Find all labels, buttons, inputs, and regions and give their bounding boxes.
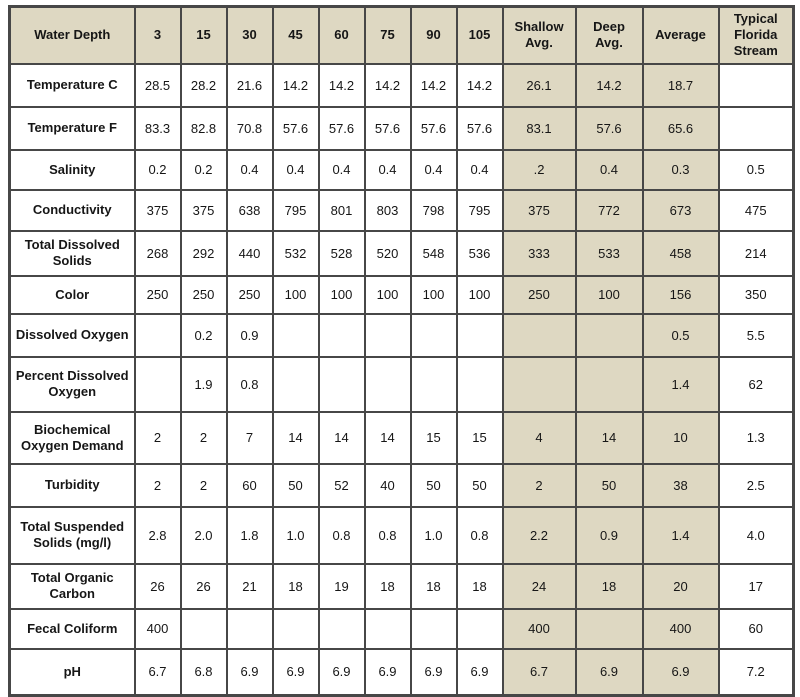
data-cell-temperature-c-deep-avg: 14.2: [576, 64, 643, 107]
data-cell-total-dissolved-solids-75: 520: [365, 231, 411, 276]
data-cell-total-organic-carbon-45: 18: [273, 564, 319, 609]
data-cell-dissolved-oxygen-60: [319, 314, 365, 357]
table-row-total-dissolved-solids: [10, 231, 794, 276]
table-row-total-suspended-solids-mg-l: [10, 507, 794, 564]
data-cell-fecal-coliform-15: [181, 609, 227, 649]
table-row-dissolved-oxygen: [10, 314, 794, 357]
data-cell-temperature-f-deep-avg: 57.6: [576, 107, 643, 150]
data-cell-ph-90: 6.9: [411, 649, 457, 696]
data-cell-dissolved-oxygen-90: [411, 314, 457, 357]
data-cell-biochemical-oxygen-demand-15: 2: [181, 412, 227, 464]
data-cell-conductivity-105: 795: [457, 190, 503, 231]
data-cell-turbidity-60: 52: [319, 464, 365, 507]
data-cell-color-deep-avg: 100: [576, 276, 643, 314]
table-row-fecal-coliform: [10, 609, 794, 649]
data-cell-total-organic-carbon-90: 18: [411, 564, 457, 609]
data-cell-total-suspended-solids-mg-l-45: 1.0: [273, 507, 319, 564]
data-cell-conductivity-average: 673: [643, 190, 719, 231]
data-cell-biochemical-oxygen-demand-30: 7: [227, 412, 273, 464]
data-cell-total-organic-carbon-105: 18: [457, 564, 503, 609]
data-cell-color-typical-florida-stream: 350: [719, 276, 794, 314]
row-label-temperature-c: Temperature C: [10, 64, 135, 107]
data-cell-ph-45: 6.9: [273, 649, 319, 696]
data-cell-total-dissolved-solids-30: 440: [227, 231, 273, 276]
table-row-temperature-c: [10, 64, 794, 107]
data-cell-turbidity-average: 38: [643, 464, 719, 507]
data-cell-temperature-c-15: 28.2: [181, 64, 227, 107]
data-cell-temperature-c-60: 14.2: [319, 64, 365, 107]
data-cell-temperature-f-75: 57.6: [365, 107, 411, 150]
table-row-turbidity: [10, 464, 794, 507]
row-label-dissolved-oxygen: Dissolved Oxygen: [10, 314, 135, 357]
data-cell-temperature-c-3: 28.5: [135, 64, 181, 107]
data-cell-salinity-3: 0.2: [135, 150, 181, 190]
header-cell-water-depth: Water Depth: [10, 7, 135, 64]
data-cell-color-75: 100: [365, 276, 411, 314]
header-cell-60: 60: [319, 7, 365, 64]
data-cell-biochemical-oxygen-demand-deep-avg: 14: [576, 412, 643, 464]
data-cell-temperature-c-30: 21.6: [227, 64, 273, 107]
data-cell-turbidity-15: 2: [181, 464, 227, 507]
data-cell-conductivity-15: 375: [181, 190, 227, 231]
data-cell-percent-dissolved-oxygen-average: 1.4: [643, 357, 719, 412]
data-cell-ph-60: 6.9: [319, 649, 365, 696]
data-cell-ph-shallow-avg: 6.7: [503, 649, 576, 696]
data-cell-turbidity-typical-florida-stream: 2.5: [719, 464, 794, 507]
data-cell-salinity-90: 0.4: [411, 150, 457, 190]
row-label-biochemical-oxygen-demand: Biochemical Oxygen Demand: [10, 412, 135, 464]
table-row-conductivity: [10, 190, 794, 231]
data-cell-turbidity-30: 60: [227, 464, 273, 507]
data-cell-fecal-coliform-shallow-avg: 400: [503, 609, 576, 649]
data-cell-turbidity-90: 50: [411, 464, 457, 507]
row-label-temperature-f: Temperature F: [10, 107, 135, 150]
data-cell-conductivity-60: 801: [319, 190, 365, 231]
data-cell-ph-average: 6.9: [643, 649, 719, 696]
data-cell-turbidity-75: 40: [365, 464, 411, 507]
data-cell-ph-15: 6.8: [181, 649, 227, 696]
data-cell-color-30: 250: [227, 276, 273, 314]
data-cell-total-organic-carbon-60: 19: [319, 564, 365, 609]
data-cell-temperature-f-45: 57.6: [273, 107, 319, 150]
data-cell-percent-dissolved-oxygen-90: [411, 357, 457, 412]
data-cell-ph-30: 6.9: [227, 649, 273, 696]
data-cell-salinity-deep-avg: 0.4: [576, 150, 643, 190]
data-cell-total-dissolved-solids-deep-avg: 533: [576, 231, 643, 276]
data-cell-fecal-coliform-30: [227, 609, 273, 649]
data-cell-percent-dissolved-oxygen-typical-florida-stream: 62: [719, 357, 794, 412]
table-row-percent-dissolved-oxygen: [10, 357, 794, 412]
data-cell-fecal-coliform-60: [319, 609, 365, 649]
table-row-salinity: [10, 150, 794, 190]
data-cell-total-suspended-solids-mg-l-average: 1.4: [643, 507, 719, 564]
data-cell-turbidity-3: 2: [135, 464, 181, 507]
data-cell-percent-dissolved-oxygen-shallow-avg: [503, 357, 576, 412]
data-cell-fecal-coliform-3: 400: [135, 609, 181, 649]
data-cell-fecal-coliform-105: [457, 609, 503, 649]
data-cell-dissolved-oxygen-105: [457, 314, 503, 357]
data-cell-salinity-45: 0.4: [273, 150, 319, 190]
data-cell-temperature-f-60: 57.6: [319, 107, 365, 150]
data-cell-fecal-coliform-average: 400: [643, 609, 719, 649]
data-cell-total-suspended-solids-mg-l-3: 2.8: [135, 507, 181, 564]
data-cell-fecal-coliform-deep-avg: [576, 609, 643, 649]
data-cell-temperature-f-typical-florida-stream: [719, 107, 794, 150]
data-cell-total-dissolved-solids-3: 268: [135, 231, 181, 276]
table-row-total-organic-carbon: [10, 564, 794, 609]
data-cell-conductivity-typical-florida-stream: 475: [719, 190, 794, 231]
data-cell-total-dissolved-solids-90: 548: [411, 231, 457, 276]
data-cell-fecal-coliform-typical-florida-stream: 60: [719, 609, 794, 649]
data-cell-biochemical-oxygen-demand-75: 14: [365, 412, 411, 464]
water-quality-table: [8, 5, 795, 697]
data-cell-total-organic-carbon-average: 20: [643, 564, 719, 609]
row-label-fecal-coliform: Fecal Coliform: [10, 609, 135, 649]
data-cell-percent-dissolved-oxygen-3: [135, 357, 181, 412]
header-cell-45: 45: [273, 7, 319, 64]
data-cell-total-organic-carbon-typical-florida-stream: 17: [719, 564, 794, 609]
data-cell-total-dissolved-solids-average: 458: [643, 231, 719, 276]
data-cell-total-suspended-solids-mg-l-15: 2.0: [181, 507, 227, 564]
data-cell-turbidity-deep-avg: 50: [576, 464, 643, 507]
data-cell-color-90: 100: [411, 276, 457, 314]
data-cell-turbidity-105: 50: [457, 464, 503, 507]
data-cell-total-suspended-solids-mg-l-90: 1.0: [411, 507, 457, 564]
data-cell-conductivity-deep-avg: 772: [576, 190, 643, 231]
data-cell-total-suspended-solids-mg-l-shallow-avg: 2.2: [503, 507, 576, 564]
table-row-biochemical-oxygen-demand: [10, 412, 794, 464]
data-cell-percent-dissolved-oxygen-deep-avg: [576, 357, 643, 412]
data-cell-salinity-average: 0.3: [643, 150, 719, 190]
row-label-color: Color: [10, 276, 135, 314]
data-cell-conductivity-shallow-avg: 375: [503, 190, 576, 231]
data-cell-color-15: 250: [181, 276, 227, 314]
table-row-color: [10, 276, 794, 314]
data-cell-temperature-f-average: 65.6: [643, 107, 719, 150]
data-cell-temperature-f-105: 57.6: [457, 107, 503, 150]
header-cell-75: 75: [365, 7, 411, 64]
data-cell-temperature-f-shallow-avg: 83.1: [503, 107, 576, 150]
data-cell-total-dissolved-solids-45: 532: [273, 231, 319, 276]
data-cell-biochemical-oxygen-demand-average: 10: [643, 412, 719, 464]
header-cell-105: 105: [457, 7, 503, 64]
data-cell-temperature-c-105: 14.2: [457, 64, 503, 107]
data-cell-fecal-coliform-75: [365, 609, 411, 649]
data-cell-conductivity-90: 798: [411, 190, 457, 231]
data-cell-temperature-c-typical-florida-stream: [719, 64, 794, 107]
data-cell-total-suspended-solids-mg-l-75: 0.8: [365, 507, 411, 564]
data-cell-ph-75: 6.9: [365, 649, 411, 696]
data-cell-percent-dissolved-oxygen-30: 0.8: [227, 357, 273, 412]
data-cell-dissolved-oxygen-shallow-avg: [503, 314, 576, 357]
data-cell-total-organic-carbon-75: 18: [365, 564, 411, 609]
data-cell-total-suspended-solids-mg-l-30: 1.8: [227, 507, 273, 564]
row-label-ph: pH: [10, 649, 135, 696]
row-label-total-suspended-solids-mg-l: Total Suspended Solids (mg/l): [10, 507, 135, 564]
row-label-total-dissolved-solids: Total Dissolved Solids: [10, 231, 135, 276]
data-cell-total-dissolved-solids-shallow-avg: 333: [503, 231, 576, 276]
data-cell-salinity-60: 0.4: [319, 150, 365, 190]
header-cell-shallow-avg: Shallow Avg.: [503, 7, 576, 64]
header-cell-15: 15: [181, 7, 227, 64]
data-cell-conductivity-75: 803: [365, 190, 411, 231]
data-cell-conductivity-3: 375: [135, 190, 181, 231]
data-cell-total-organic-carbon-3: 26: [135, 564, 181, 609]
data-cell-color-3: 250: [135, 276, 181, 314]
header-cell-average: Average: [643, 7, 719, 64]
table-row-temperature-f: [10, 107, 794, 150]
data-cell-dissolved-oxygen-75: [365, 314, 411, 357]
data-cell-biochemical-oxygen-demand-90: 15: [411, 412, 457, 464]
data-cell-total-suspended-solids-mg-l-deep-avg: 0.9: [576, 507, 643, 564]
row-label-salinity: Salinity: [10, 150, 135, 190]
data-cell-temperature-c-shallow-avg: 26.1: [503, 64, 576, 107]
data-cell-total-organic-carbon-deep-avg: 18: [576, 564, 643, 609]
data-cell-turbidity-45: 50: [273, 464, 319, 507]
data-cell-biochemical-oxygen-demand-60: 14: [319, 412, 365, 464]
data-cell-biochemical-oxygen-demand-105: 15: [457, 412, 503, 464]
row-label-total-organic-carbon: Total Organic Carbon: [10, 564, 135, 609]
data-cell-biochemical-oxygen-demand-45: 14: [273, 412, 319, 464]
header-cell-3: 3: [135, 7, 181, 64]
data-cell-total-suspended-solids-mg-l-60: 0.8: [319, 507, 365, 564]
table-body: [10, 64, 794, 696]
data-cell-color-60: 100: [319, 276, 365, 314]
data-cell-color-average: 156: [643, 276, 719, 314]
data-cell-biochemical-oxygen-demand-3: 2: [135, 412, 181, 464]
data-cell-percent-dissolved-oxygen-60: [319, 357, 365, 412]
data-cell-dissolved-oxygen-15: 0.2: [181, 314, 227, 357]
data-cell-ph-105: 6.9: [457, 649, 503, 696]
data-cell-temperature-c-75: 14.2: [365, 64, 411, 107]
data-cell-dissolved-oxygen-45: [273, 314, 319, 357]
data-cell-color-shallow-avg: 250: [503, 276, 576, 314]
data-cell-dissolved-oxygen-deep-avg: [576, 314, 643, 357]
data-cell-turbidity-shallow-avg: 2: [503, 464, 576, 507]
data-cell-ph-3: 6.7: [135, 649, 181, 696]
data-cell-ph-deep-avg: 6.9: [576, 649, 643, 696]
row-label-percent-dissolved-oxygen: Percent Dissolved Oxygen: [10, 357, 135, 412]
row-label-conductivity: Conductivity: [10, 190, 135, 231]
row-label-turbidity: Turbidity: [10, 464, 135, 507]
data-cell-total-dissolved-solids-60: 528: [319, 231, 365, 276]
data-cell-total-suspended-solids-mg-l-105: 0.8: [457, 507, 503, 564]
data-cell-biochemical-oxygen-demand-typical-florida-stream: 1.3: [719, 412, 794, 464]
data-cell-salinity-shallow-avg: .2: [503, 150, 576, 190]
data-cell-percent-dissolved-oxygen-15: 1.9: [181, 357, 227, 412]
header-cell-typical-florida-stream: Typical Florida Stream: [719, 7, 794, 64]
data-cell-total-dissolved-solids-15: 292: [181, 231, 227, 276]
data-cell-total-suspended-solids-mg-l-typical-florida-stream: 4.0: [719, 507, 794, 564]
data-cell-conductivity-45: 795: [273, 190, 319, 231]
header-cell-90: 90: [411, 7, 457, 64]
data-cell-dissolved-oxygen-typical-florida-stream: 5.5: [719, 314, 794, 357]
header-cell-30: 30: [227, 7, 273, 64]
data-cell-temperature-f-15: 82.8: [181, 107, 227, 150]
data-cell-total-organic-carbon-shallow-avg: 24: [503, 564, 576, 609]
data-cell-percent-dissolved-oxygen-45: [273, 357, 319, 412]
data-cell-temperature-c-45: 14.2: [273, 64, 319, 107]
data-cell-total-organic-carbon-30: 21: [227, 564, 273, 609]
data-cell-ph-typical-florida-stream: 7.2: [719, 649, 794, 696]
data-cell-color-105: 100: [457, 276, 503, 314]
data-cell-salinity-typical-florida-stream: 0.5: [719, 150, 794, 190]
data-cell-dissolved-oxygen-30: 0.9: [227, 314, 273, 357]
data-cell-temperature-f-90: 57.6: [411, 107, 457, 150]
data-cell-color-45: 100: [273, 276, 319, 314]
data-cell-total-dissolved-solids-typical-florida-stream: 214: [719, 231, 794, 276]
header-cell-deep-avg: Deep Avg.: [576, 7, 643, 64]
header-row: [10, 7, 794, 64]
data-cell-total-dissolved-solids-105: 536: [457, 231, 503, 276]
data-cell-salinity-15: 0.2: [181, 150, 227, 190]
data-cell-dissolved-oxygen-average: 0.5: [643, 314, 719, 357]
table-row-ph: [10, 649, 794, 696]
data-cell-dissolved-oxygen-3: [135, 314, 181, 357]
data-cell-temperature-c-average: 18.7: [643, 64, 719, 107]
data-cell-salinity-75: 0.4: [365, 150, 411, 190]
data-cell-percent-dissolved-oxygen-105: [457, 357, 503, 412]
data-cell-temperature-f-30: 70.8: [227, 107, 273, 150]
data-cell-biochemical-oxygen-demand-shallow-avg: 4: [503, 412, 576, 464]
data-cell-temperature-c-90: 14.2: [411, 64, 457, 107]
data-cell-fecal-coliform-45: [273, 609, 319, 649]
data-cell-salinity-30: 0.4: [227, 150, 273, 190]
data-cell-salinity-105: 0.4: [457, 150, 503, 190]
data-cell-fecal-coliform-90: [411, 609, 457, 649]
data-cell-conductivity-30: 638: [227, 190, 273, 231]
data-cell-total-organic-carbon-15: 26: [181, 564, 227, 609]
data-cell-percent-dissolved-oxygen-75: [365, 357, 411, 412]
data-cell-temperature-f-3: 83.3: [135, 107, 181, 150]
